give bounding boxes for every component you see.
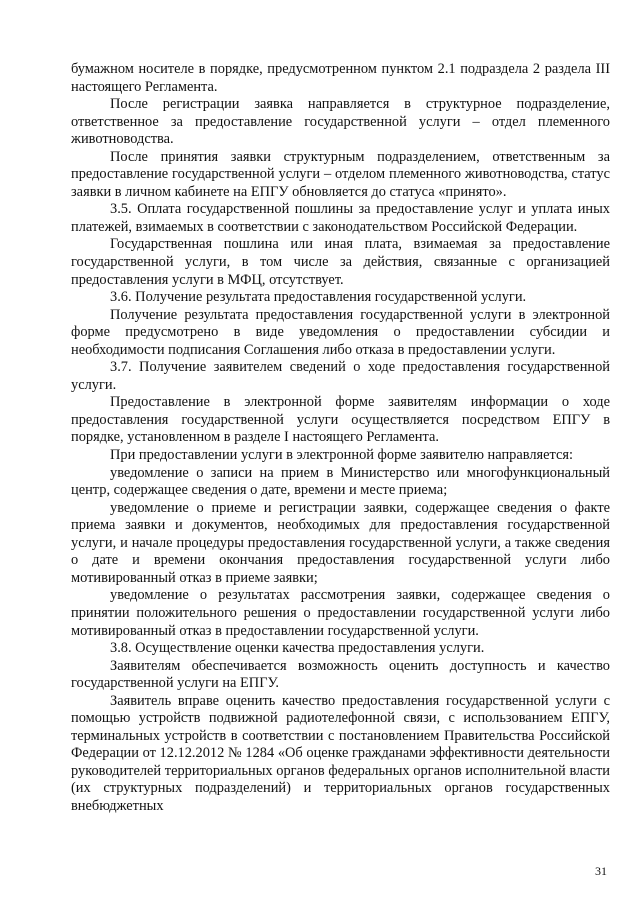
section-heading-3-5: 3.5. Оплата государственной пошлины за предоставление услуг и уплата иных платежей, взимаемых в соответствии с законодательством Российской Федерации. (71, 201, 610, 235)
page-number: 31 (595, 864, 607, 878)
paragraph-quality-methods: Заявитель вправе оценить качество предоставления государственной услуги с помощью устройств подвижной радиотелефонной связи, с использованием ЕПГУ, терминальных устройств в соответствии с постановлением Правительства Российской Федерации от 12.12.2012 № 1284 «Об оценке гражданами эффективности деятельности руководителей территориальных органов федеральных органов исполнительной власти (их структурных подразделений) и территориальных органов государственных внебюджетных (71, 692, 610, 814)
section-heading-3-6: 3.6. Получение результата предоставления государственной услуги. (110, 289, 527, 306)
paragraph-progress-info: Предоставление в электронной форме заявителям информации о ходе предоставления государственной услуги осуществляется посредством ЕПГУ в порядке, установленном в разделе I настоящего Регламента. (71, 394, 610, 446)
paragraph-status-update: После принятия заявки структурным подразделением, ответственным за предоставление государственной услуги – отделом племенного животноводства, статус заявки в личном кабинете на ЕПГУ обновляется до статуса «принято». (71, 148, 610, 200)
section-heading-3-8: 3.8. Осуществление оценки качества предоставления услуги. (110, 640, 485, 657)
paragraph-result: Получение результата предоставления государственной услуги в электронной форме предусмотрено в виде уведомления о предоставлении субсидии и необходимости подписания Соглашения либо отказа в предоставлении услуги. (71, 306, 610, 358)
paragraph-fee: Государственная пошлина или иная плата, взимаемая за предоставление государственной услуги, в том числе за действия, связанные с организацией предоставления услуги в МФЦ, отсутствует. (71, 236, 610, 288)
paragraph-registration-routing: После регистрации заявка направляется в структурное подразделение, ответственное за предоставление государственной услуги – отдел племенного животноводства. (71, 96, 610, 148)
paragraph-notification-appointment: уведомление о записи на прием в Министерство или многофункциональный центр, содержащее сведения о дате, времени и месте приема; (71, 464, 610, 499)
paragraph-quality-assessment: Заявителям обеспечивается возможность оценить доступность и качество государственной услуги на ЕПГУ. (71, 657, 610, 692)
paragraph-continuation: бумажном носителе в порядке, предусмотренном пунктом 2.1 подраздела 2 раздела III настоящего Регламента. (71, 61, 610, 95)
paragraph-notifications-intro: При предоставлении услуги в электронной форме заявителю направляется: (110, 447, 573, 464)
section-heading-3-7: 3.7. Получение заявителем сведений о ходе предоставления государственной услуги. (71, 359, 610, 393)
paragraph-notification-registration: уведомление о приеме и регистрации заявки, содержащее сведения о факте приема заявки и документов, необходимых для предоставления государственной услуги, и начале процедуры предоставления государственной услуги, а также сведения о дате и времени окончания предоставления государственной услуги либо мотивированный отказ в приеме заявки; (71, 499, 610, 586)
paragraph-notification-result: уведомление о результатах рассмотрения заявки, содержащее сведения о принятии положительного решения о предоставлении государственной услуги либо мотивированный отказ в предоставлении государственной услуги. (71, 587, 610, 639)
body-text (71, 61, 610, 816)
